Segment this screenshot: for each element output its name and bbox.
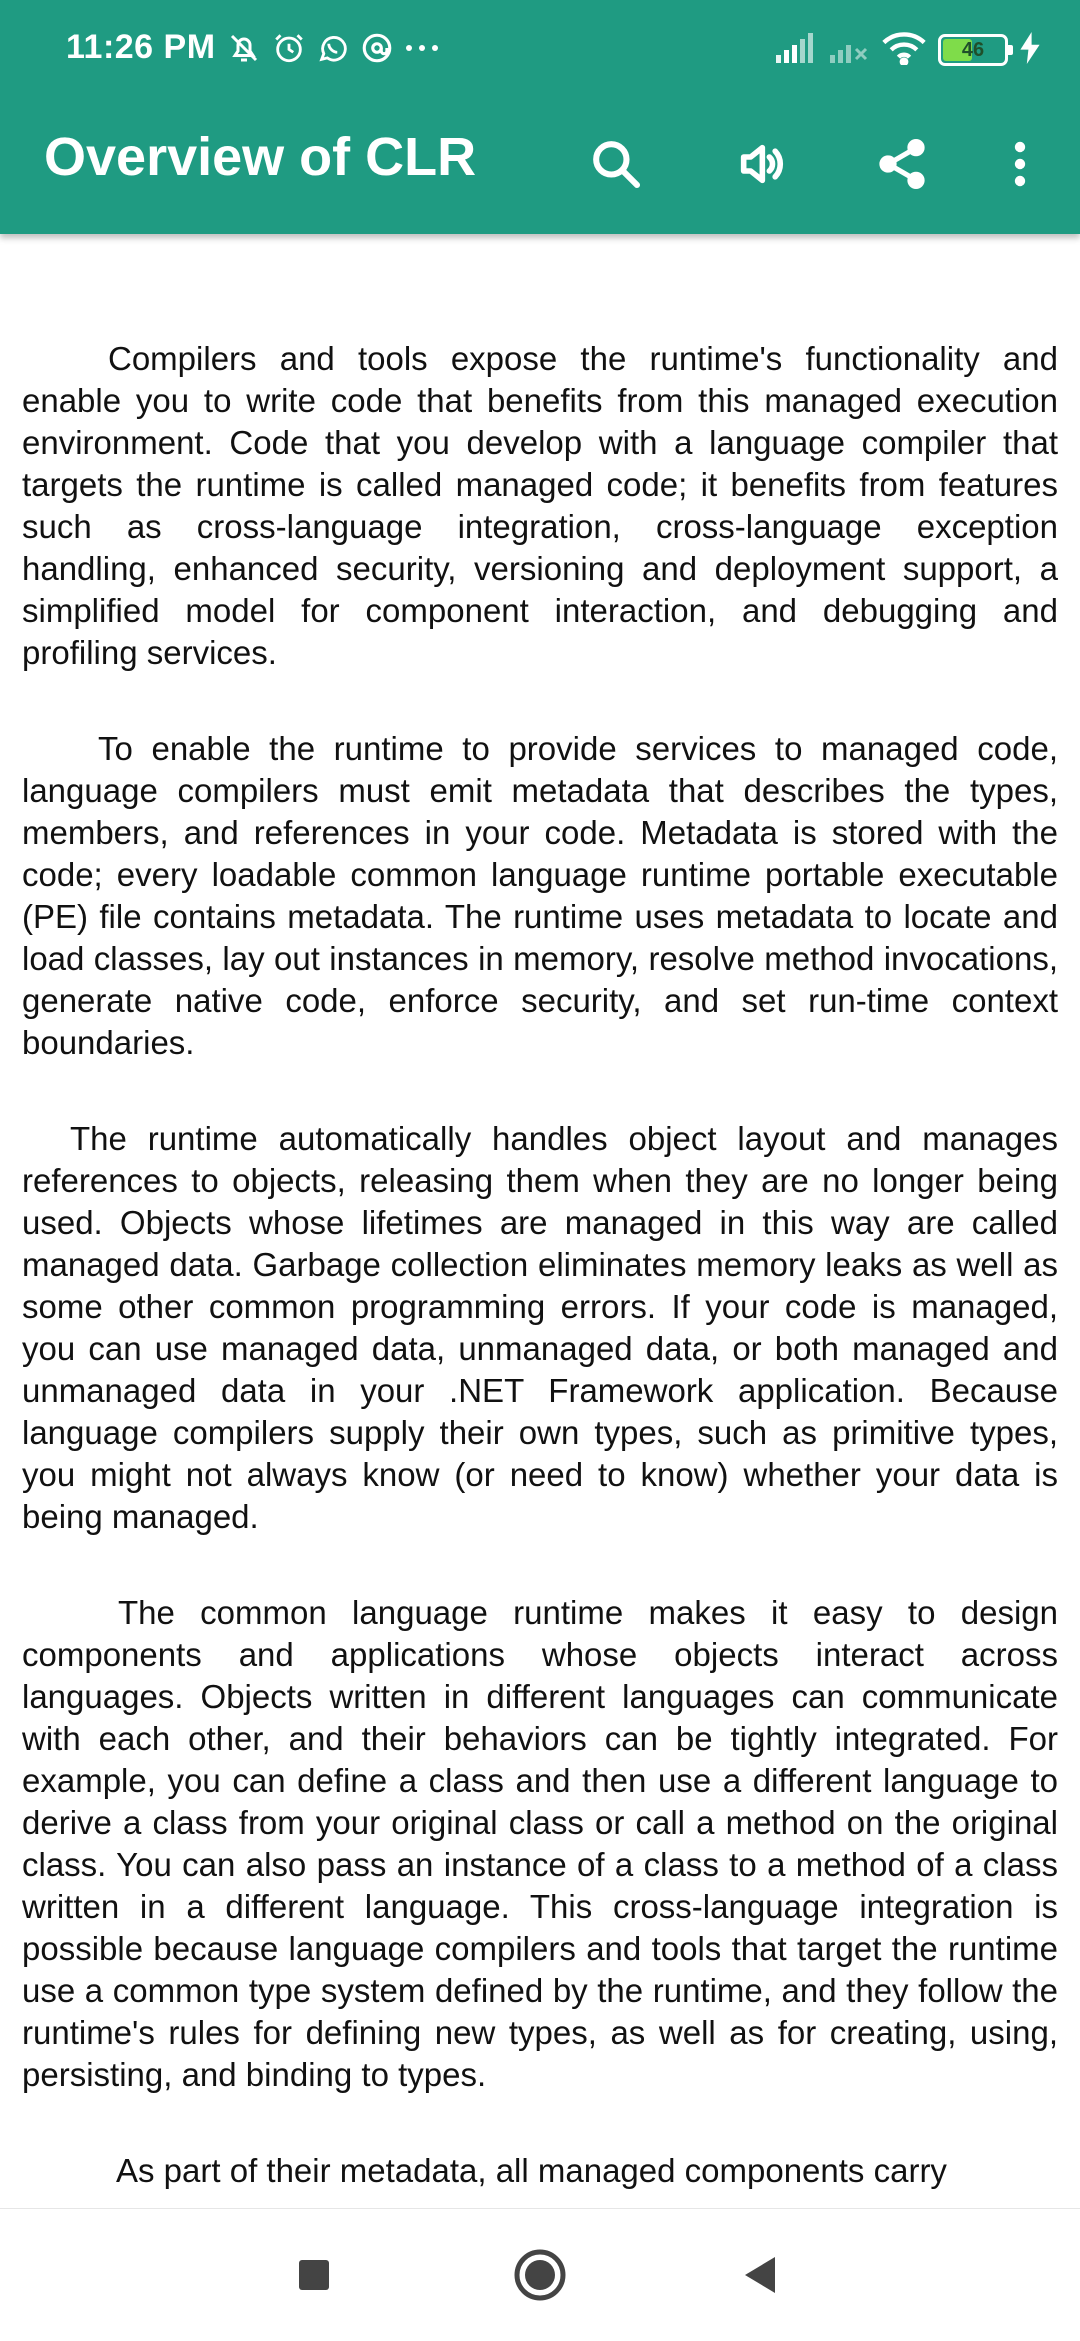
- charging-icon: [1020, 32, 1040, 69]
- muted-bell-icon: [226, 30, 262, 71]
- article-paragraph: To enable the runtime to provide services to managed code, language compilers must emit metadata that describes the types, members, and references in your code. Metadata is stored with the code; every loadable common language runtime portable executable (PE) file contains metadata. The runtime uses metadata to locate and load classes, lay out instances in memory, resolve method invocations, generate native code, enforce security, and set run-time context boundaries.: [22, 730, 1058, 1061]
- recents-button[interactable]: [282, 2245, 346, 2309]
- signal-icon: [774, 33, 816, 68]
- wifi-icon: [882, 31, 926, 70]
- back-button[interactable]: [728, 2245, 792, 2309]
- status-bar: [0, 0, 1080, 98]
- article-paragraph: As part of their metadata, all managed components carry: [116, 2152, 947, 2189]
- share-icon: [874, 136, 930, 197]
- status-notification-icons: [226, 28, 440, 72]
- overflow-menu-icon: [1012, 140, 1028, 193]
- search-icon: [588, 136, 644, 197]
- toolbar: [0, 98, 1080, 234]
- navigation-bar: [0, 2208, 1080, 2341]
- article-paragraph: The common language runtime makes it easy to design components and applications whose objects interact across languages. Objects written in different languages can communicate with each other, and their behaviors can be tightly integrated. For example, you can define a class and then use a different language to derive a class from your original class or call a method on the original class. You can also pass an instance of a class to a method of a class written in a different language. This cross-language integration is possible because language compilers and tools that target the runtime use a common type system defined by the runtime, and they follow the runtime's rules for defining new types, as well as for creating, using, persisting, and binding to types.: [22, 1594, 1058, 2093]
- more-dots-icon: [404, 41, 440, 59]
- home-button[interactable]: [508, 2245, 572, 2309]
- home-circle-icon: [513, 2248, 567, 2307]
- whatsapp-icon: [316, 31, 350, 70]
- page-title: Overview of CLR: [44, 127, 477, 187]
- status-time: 11:26 PM: [66, 28, 216, 66]
- speaker-icon: [732, 136, 788, 197]
- battery-icon: [938, 34, 1008, 66]
- recents-square-icon: [297, 2258, 331, 2297]
- article-paragraph: Compilers and tools expose the runtime's functionality and enable you to write code that benefits from this managed execution environment. Code that you develop with a language compiler that targets the runtime is called managed code; it benefits from features such as cross-language integration, cross-language exception handling, enhanced security, versioning and deployment support, a simplified model for component interaction, and debugging and profiling services.: [22, 340, 1058, 671]
- signal-no-service-icon: [828, 33, 870, 68]
- article-paragraph: The runtime automatically handles object layout and manages references to objects, releasing them when they are no longer being used. Objects whose lifetimes are managed in this way are called managed data. Garbage collection eliminates memory leaks as well as some other common programming errors. If your code is managed, you can use managed data, unmanaged data, or both managed and unmanaged data in your .NET Framework application. Because language compilers supply their own types, such as primitive types, you might not always know (or need to know) whether your data is being managed.: [22, 1120, 1058, 1535]
- battery-level: 46: [961, 38, 985, 61]
- search-button[interactable]: [576, 126, 656, 206]
- article-content[interactable]: [22, 338, 1058, 2208]
- back-triangle-icon: [741, 2255, 779, 2300]
- app-bar: [0, 0, 1080, 234]
- overflow-menu-button[interactable]: [980, 126, 1060, 206]
- alarm-icon: [272, 31, 306, 70]
- status-system-icons: [774, 28, 1040, 72]
- share-button[interactable]: [862, 126, 942, 206]
- read-aloud-button[interactable]: [720, 126, 800, 206]
- at-sign-icon: [360, 31, 394, 70]
